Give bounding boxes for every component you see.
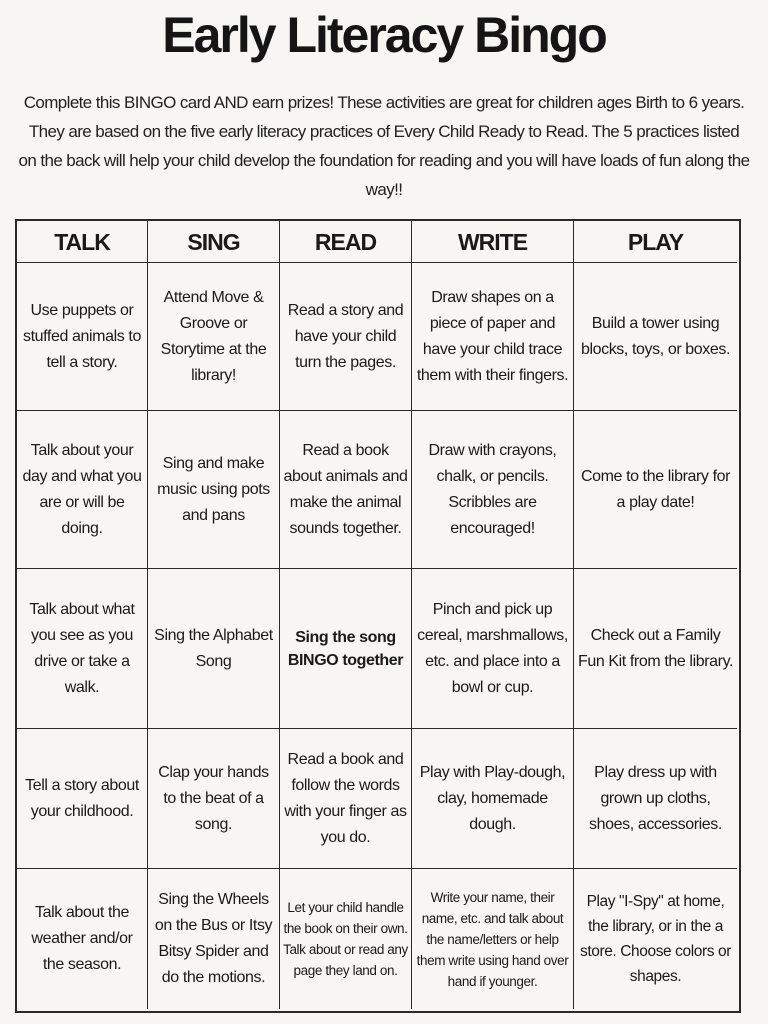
bingo-grid [15,219,741,1013]
bingo-cell-sing-4: Clap your hands to the beat of a song. [148,729,280,869]
intro-paragraph: Complete this BINGO card AND earn prizes! These activities are great for children ages Birth to 6 years. They are based on the five early literacy practices of Every Child Ready to Read. The 5 practices listed on the back will help your child develop the foundation for reading and you will have loads of fun along the way!! [18,93,750,199]
header-play: PLAY [574,221,737,263]
bingo-cell-write-2: Draw with crayons, chalk, or pencils. Scribbles are encouraged! [412,411,574,569]
bingo-cell-write-5: Write your name, their name, etc. and talk about the name/letters or help them write using hand over hand if younger. [412,869,574,1009]
bingo-cell-sing-2: Sing and make music using pots and pans [148,411,280,569]
bingo-cell-write-1: Draw shapes on a piece of paper and have your child trace them with their fingers. [412,263,574,411]
bingo-cell-play-1: Build a tower using blocks, toys, or boxes. [574,263,737,411]
bingo-cell-talk-2: Talk about your day and what you are or will be doing. [17,411,148,569]
bingo-cell-read-1: Read a story and have your child turn the pages. [280,263,412,411]
bingo-cell-write-4: Play with Play-dough, clay, homemade dough. [412,729,574,869]
bingo-cell-read-2: Read a book about animals and make the animal sounds together. [280,411,412,569]
bingo-cell-play-2: Come to the library for a play date! [574,411,737,569]
bingo-cell-sing-3: Sing the Alphabet Song [148,569,280,729]
bingo-cell-talk-3: Talk about what you see as you drive or take a walk. [17,569,148,729]
bingo-cell-play-3: Check out a Family Fun Kit from the library. [574,569,737,729]
header-sing: SING [148,221,280,263]
header-write: WRITE [412,221,574,263]
bingo-cell-read-5: Let your child handle the book on their own. Talk about or read any page they land on. [280,869,412,1009]
bingo-cell-sing-1: Attend Move & Groove or Storytime at the library! [148,263,280,411]
bingo-cell-free-space: Sing the song BINGO together [280,569,412,729]
header-read: READ [280,221,412,263]
page-title: Early Literacy Bingo [162,7,606,63]
bingo-cell-talk-5: Talk about the weather and/or the season. [17,869,148,1009]
bingo-cell-play-5: Play "I-Spy" at home, the library, or in the a store. Choose colors or shapes. [579,893,732,985]
header-talk: TALK [17,221,148,263]
bingo-cell-play-4: Play dress up with grown up cloths, shoes, accessories. [574,729,737,869]
bingo-cell-talk-4: Tell a story about your childhood. [17,729,148,869]
bingo-cell-read-4: Read a book and follow the words with your finger as you do. [280,729,412,869]
bingo-cell-write-3: Pinch and pick up cereal, marshmallows, etc. and place into a bowl or cup. [412,569,574,729]
bingo-cell-talk-1: Use puppets or stuffed animals to tell a story. [17,263,148,411]
bingo-cell-sing-5: Sing the Wheels on the Bus or Itsy Bitsy Spider and do the motions. [148,869,280,1009]
